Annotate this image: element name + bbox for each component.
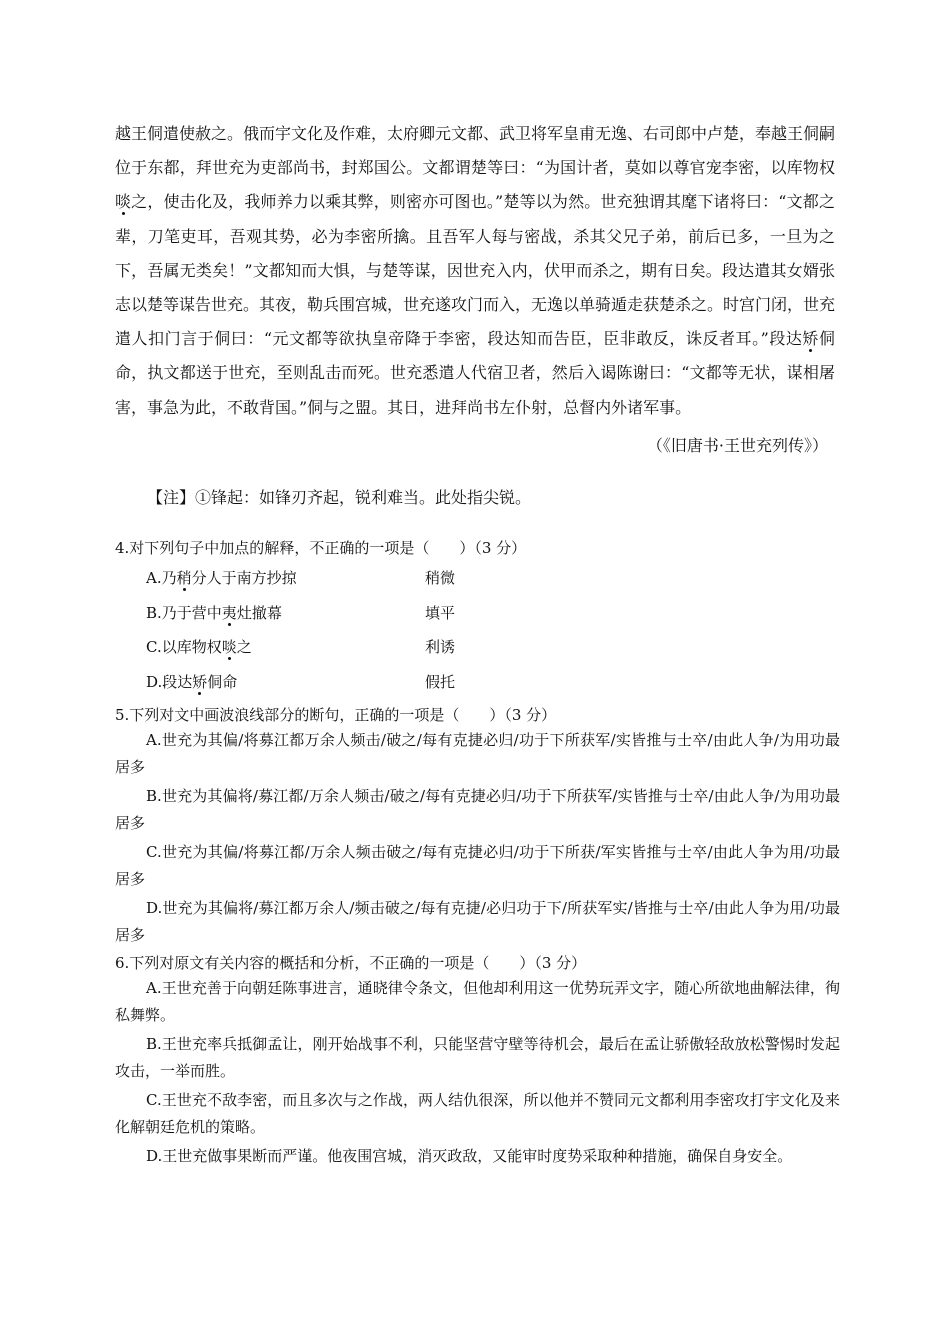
dotted-character: 矫 xyxy=(802,329,819,349)
option-c: C.世充为其偏/将募江都/万余人频击破之/每有克捷必归/功于下所获/军实皆推与士卒/由此人争为用/功最居多 xyxy=(115,843,840,888)
dotted-character: 稍 xyxy=(176,569,192,587)
question-6 xyxy=(115,951,840,1170)
option-meaning: 利诱 xyxy=(425,638,456,656)
passage-paragraph: 越王侗遣使赦之。俄而宇文化及作难，太府卿元文都、武卫将军皇甫无逸、右司郎中卢楚，奉越王侗嗣位于东都，拜世充为吏部尚书，封郑国公。文都谓楚等曰：“为国计者，莫如以尊官宠李密，以库物权啖之，使击化及，我师养力以乘其弊，则密亦可图也。”楚等以为然。世充独谓其麾下诸将曰：“文都之辈，刀笔吏耳，吾观其势，必为李密所擒。且吾军人每与密战，杀其父兄子弟，前后已多，一旦为之下，吾属无类矣！”文都知而大惧，与楚等谋，因世充入内，伏甲而杀之，期有日矣。段达遣其女婿张志以楚等谋告世充。其夜，勒兵围宫城，世充遂攻门而入，无逸以单骑遁走获楚杀之。时宫门闭，世充遣人扣门言于侗曰：“元文都等欲执皇帝降于李密，段达知而告臣，臣非敢反，诛反者耳。”段达矫侗命，执文都送于世充，至则乱击而死。世充悉遣人代宿卫者，然后入谒陈谢曰：“文都等无状，谋相屠害，事急为此，不敢背国。”侗与之盟。其日，进拜尚书左仆射，总督内外诸军事。 xyxy=(115,124,836,417)
question-5 xyxy=(115,703,840,949)
option-row: A.乃稍分人于南方抄掠 稍微 xyxy=(146,569,456,587)
dotted-character: 夷 xyxy=(221,603,237,622)
dotted-character: 啖 xyxy=(115,192,132,212)
passage-source: （《旧唐书·王世充列传》） xyxy=(646,436,828,455)
option-d: D.王世充做事果断而严谨。他夜围宫城，消灭政敌，又能审时度势采取种种措施，确保自身安全。 xyxy=(146,1147,793,1165)
question-stem: 4.对下列句子中加点的解释，不正确的一项是（ ）（3 分） xyxy=(115,539,527,557)
option-row: D.段达矫侗命 假托 xyxy=(146,672,456,691)
classical-passage xyxy=(115,117,835,425)
dotted-character: 矫 xyxy=(192,672,208,691)
option-c: C.王世充不敌李密，而且多次与之作战，两人结仇很深，所以他并不赞同元文都利用李密攻打宇文化及来化解朝廷危机的策略。 xyxy=(115,1091,840,1136)
question-stem: 6.下列对原文有关内容的概括和分析，不正确的一项是（ ）（3 分） xyxy=(115,954,587,972)
dotted-character: 啖 xyxy=(221,638,237,656)
passage-note: 【注】①锋起：如锋刃齐起，锐利难当。此处指尖锐。 xyxy=(147,488,532,507)
option-row: C.以库物权啖之 利诱 xyxy=(146,638,456,656)
option-d: D.世充为其偏将/募江都万余人/频击破之/每有克捷/必归功于下/所获军实/皆推与士卒/由此人争为用/功最居多 xyxy=(115,899,840,944)
option-meaning: 填平 xyxy=(425,603,456,622)
option-a: A.世充为其偏/将募江都万余人频击/破之/每有克捷必归/功于下所获军/实皆推与士卒/由此人争/为用功最居多 xyxy=(115,731,840,776)
question-stem: 5.下列对文中画波浪线部分的断句，正确的一项是（ ）（3 分） xyxy=(115,706,557,724)
option-row: B.乃于营中夷灶撤幕 填平 xyxy=(146,603,456,622)
option-b: B.王世充率兵抵御孟让，刚开始战事不利，只能坚营守壁等待机会，最后在孟让骄傲轻敌放松警惕时发起攻击，一举而胜。 xyxy=(115,1035,840,1080)
option-meaning: 稍微 xyxy=(425,569,456,587)
option-a: A.王世充善于向朝廷陈事进言，通晓律令条文，但他却利用这一优势玩弄文字，随心所欲地曲解法律，徇私舞弊。 xyxy=(115,979,840,1024)
question-4 xyxy=(115,536,840,698)
option-b: B.世充为其偏将/募江都/万余人频击/破之/每有克捷必归/功于下所获军/实皆推与士卒/由此人争/为用功最居多 xyxy=(115,787,840,832)
option-meaning: 假托 xyxy=(425,672,456,691)
